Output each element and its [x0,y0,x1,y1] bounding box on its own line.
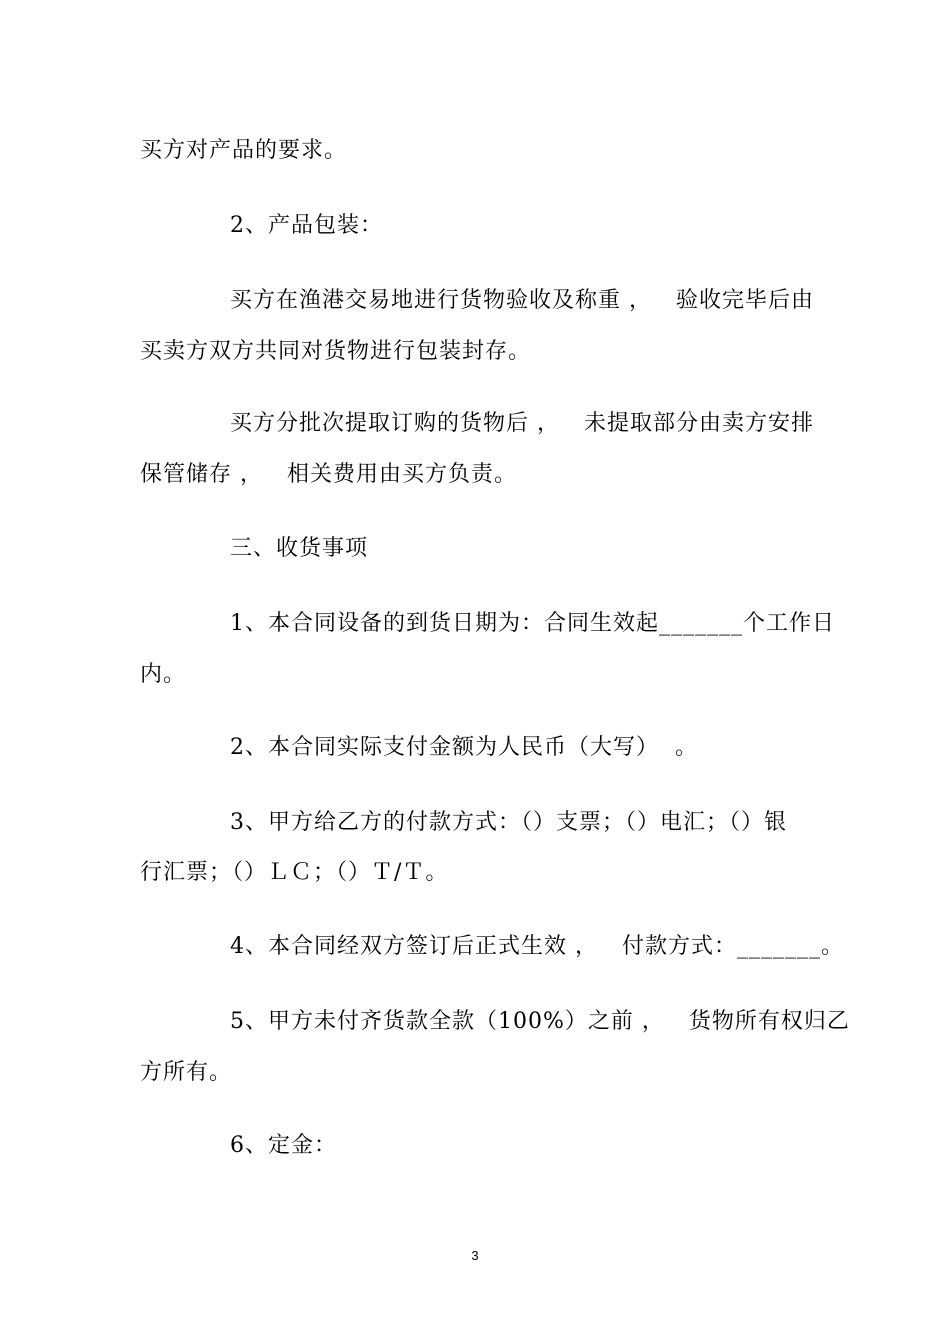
item-heading: 6、定金： [230,1133,337,1158]
body-line: 买方在渔港交易地进行货物验收及称重 ， 验收完毕后由 [230,288,814,313]
section-heading: 三、收货事项 [230,536,369,561]
item-heading: 2、产品包装： [230,213,383,238]
body-line: 买卖方双方共同对货物进行包装封存。 [140,339,532,364]
body-line: 买方对产品的要求。 [140,138,348,163]
body-line: 行汇票；（）ＬＣ；（）Ｔ/Ｔ。 [140,860,449,885]
body-line: 2、本合同实际支付金额为人民币（大写） 。 [230,735,698,760]
body-line: 买方分批次提取订购的货物后 ， 未提取部分由卖方安排 [230,411,814,436]
page-number: 3 [471,1248,479,1263]
body-line: 方所有。 [140,1060,233,1085]
body-line: 4、本合同经双方签订后正式生效 ， 付款方式：_______。 [230,934,844,959]
body-line: 5、甲方未付齐货款全款（100%）之前 ， 货物所有权归乙 [230,1009,850,1034]
body-line: 保管储存 ， 相关费用由买方负责。 [140,462,517,487]
body-line: 内。 [140,662,187,687]
body-line: 1、本合同设备的到货日期为：合同生效起_______个工作日 [230,611,835,636]
body-line: 3、甲方给乙方的付款方式：（）支票；（）电汇；（）银 [230,810,787,835]
